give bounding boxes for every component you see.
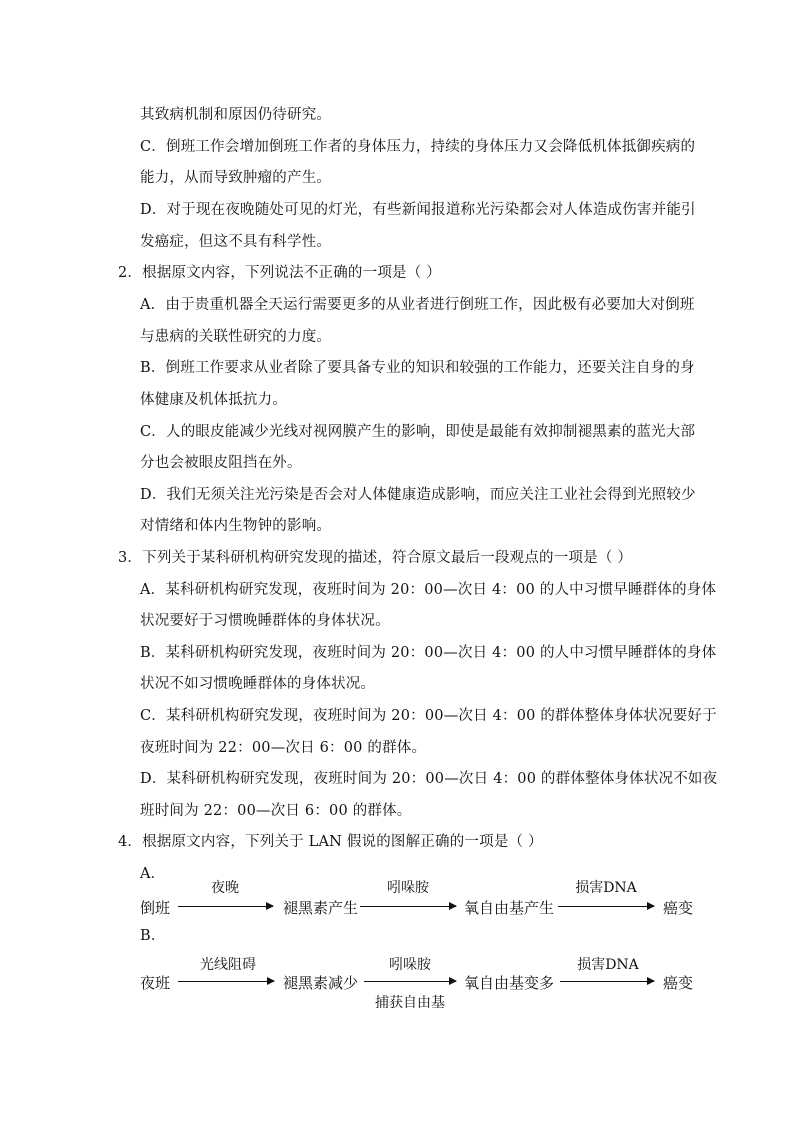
q1-option-c-line2: 能力，从而导致肿瘤的产生。 <box>140 170 332 186</box>
flow-b-arrow-2-label: 吲哚胺 <box>389 957 431 973</box>
flow-b-arrow-2 <box>364 981 456 982</box>
q3-option-b-line2: 状况不如习惯晚睡群体的身体状况。 <box>140 676 376 692</box>
flow-a-arrow-1-label: 夜晚 <box>211 880 239 896</box>
flow-b-node-2: 褪黑素减少 <box>283 974 359 992</box>
q4-option-b-diagram <box>140 954 700 1014</box>
q1-option-d-line2: 发癌症，但这不具有科学性。 <box>140 234 332 250</box>
q3-stem: 3．下列关于某科研机构研究发现的描述，符合原文最后一段观点的一项是（ ） <box>118 550 633 566</box>
q3-option-d-line2: 班时间为 22：00—次日 6：00 的群体。 <box>140 803 412 819</box>
q2-option-c-line2: 分也会被眼皮阻挡在外。 <box>140 455 302 471</box>
flow-a-node-2: 褪黑素产生 <box>283 899 359 917</box>
q2-option-d-line1: D．我们无须关注光污染是否会对人体健康造成影响，而应关注工业社会得到光照较少 <box>140 487 696 503</box>
flow-b-node-3: 氧自由基变多 <box>464 974 555 992</box>
flow-b-arrow-2-below-label: 捕获自由基 <box>375 995 445 1011</box>
q1-option-c-line1: C．倒班工作会增加倒班工作者的身体压力，持续的身体压力又会降低机体抵御疾病的 <box>140 139 696 155</box>
q4-option-a-diagram <box>140 877 700 937</box>
flow-a-node-1: 倒班 <box>140 899 171 917</box>
flow-a-node-3: 氧自由基产生 <box>464 899 555 917</box>
q2-stem: 2．根据原文内容，下列说法不正确的一项是（ ） <box>118 265 441 281</box>
flow-b-arrow-1-label: 光线阻碍 <box>200 957 256 973</box>
q3-option-d-line1: D．某科研机构研究发现，夜班时间为 20：00—次日 4：00 的群体整体身体状况不如夜 <box>140 771 718 787</box>
flow-a-node-4: 癌变 <box>663 899 694 917</box>
flow-b-arrow-3 <box>560 981 654 982</box>
q2-option-c-line1: C．人的眼皮能减少光线对视网膜产生的影响，即使是最能有效抑制褪黑素的蓝光大部 <box>140 424 696 440</box>
flow-a-arrow-3-label: 损害DNA <box>575 880 637 896</box>
flow-b-node-1: 夜班 <box>140 974 171 992</box>
q3-option-a-line1: A．某科研机构研究发现，夜班时间为 20：00—次日 4：00 的人中习惯早睡群体的身体 <box>140 582 717 598</box>
q2-option-b-line2: 体健康及机体抵抗力。 <box>140 392 287 408</box>
q2-option-d-line2: 对情绪和体内生物钟的影响。 <box>140 518 332 534</box>
flow-b-arrow-3-label: 损害DNA <box>577 957 639 973</box>
q3-option-a-line2: 状况要好于习惯晚睡群体的身体状况。 <box>140 613 390 629</box>
q4-option-a-label: A． <box>140 866 166 882</box>
q1-option-d-line1: D．对于现在夜晚随处可见的灯光，有些新闻报道称光污染都会对人体造成伤害并能引 <box>140 202 696 218</box>
flow-a-arrow-2 <box>360 906 456 907</box>
q2-option-a-line1: A．由于贵重机器全天运行需要更多的从业者进行倒班工作，因此极有必要加大对倒班 <box>140 297 695 313</box>
q3-option-b-line1: B．某科研机构研究发现，夜班时间为 20：00—次日 4：00 的人中习惯早睡群体的身体 <box>140 645 717 661</box>
flow-b-node-4: 癌变 <box>663 974 694 992</box>
flow-a-arrow-1 <box>178 906 273 907</box>
flow-b-arrow-1 <box>178 981 274 982</box>
flow-a-arrow-3 <box>558 906 654 907</box>
flow-a-arrow-2-label: 吲哚胺 <box>387 880 429 896</box>
q4-option-b-label: B． <box>140 928 166 944</box>
q2-option-b-line1: B．倒班工作要求从业者除了要具备专业的知识和较强的工作能力，还要关注自身的身 <box>140 360 695 376</box>
q3-option-c-line1: C．某科研机构研究发现，夜班时间为 20：00—次日 4：00 的群体整体身体状况要好于 <box>140 708 717 724</box>
q4-stem: 4．根据原文内容，下列关于 LAN 假说的图解正确的一项是（ ） <box>118 834 543 850</box>
q1-option-b-continued: 其致病机制和原因仍待研究。 <box>140 107 332 123</box>
q2-option-a-line2: 与患病的关联性研究的力度。 <box>140 329 332 345</box>
q3-option-c-line2: 夜班时间为 22：00—次日 6：00 的群体。 <box>140 740 427 756</box>
